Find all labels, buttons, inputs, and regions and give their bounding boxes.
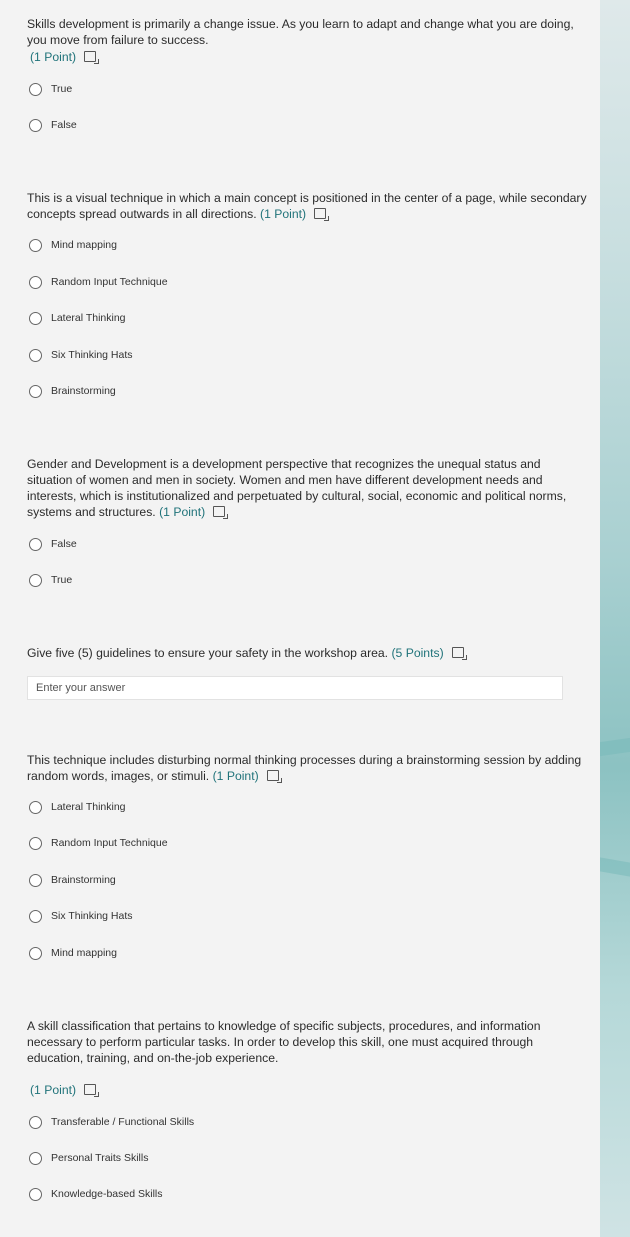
option[interactable] bbox=[29, 311, 126, 325]
question-number bbox=[5, 752, 27, 768]
option-label: Knowledge-based Skills bbox=[51, 1188, 163, 1200]
option[interactable] bbox=[29, 909, 133, 923]
option-label: True bbox=[51, 574, 73, 586]
option[interactable] bbox=[29, 275, 168, 289]
option-label: Lateral Thinking bbox=[51, 801, 126, 813]
side-background bbox=[600, 0, 630, 1237]
radio-button[interactable] bbox=[29, 119, 42, 132]
radio-button[interactable] bbox=[29, 574, 42, 587]
question-number bbox=[5, 645, 27, 661]
speaker-icon[interactable] bbox=[84, 51, 96, 62]
option[interactable] bbox=[29, 384, 116, 398]
radio-button[interactable] bbox=[29, 349, 42, 362]
option-label: Brainstorming bbox=[51, 874, 116, 886]
question-title bbox=[5, 645, 587, 661]
option[interactable] bbox=[29, 238, 117, 252]
points-line bbox=[30, 1083, 96, 1097]
option-label: True bbox=[51, 83, 73, 95]
question-title bbox=[5, 752, 587, 784]
option[interactable] bbox=[29, 348, 133, 362]
radio-button[interactable] bbox=[29, 276, 42, 289]
question-title bbox=[5, 1018, 587, 1066]
option[interactable] bbox=[29, 1115, 194, 1129]
option[interactable] bbox=[29, 873, 116, 887]
option[interactable] bbox=[29, 800, 126, 814]
option-label: Six Thinking Hats bbox=[51, 349, 133, 361]
question-title bbox=[5, 456, 587, 520]
question-number bbox=[5, 16, 27, 32]
radio-button[interactable] bbox=[29, 874, 42, 887]
decorative-band bbox=[600, 857, 630, 876]
answer-field[interactable] bbox=[27, 676, 563, 700]
question-text: This is a visual technique in which a main concept is positioned in the center of a page, while secondary concepts spread outwards in all directions. bbox=[27, 191, 587, 221]
option-label: Random Input Technique bbox=[51, 276, 168, 288]
radio-button[interactable] bbox=[29, 837, 42, 850]
option[interactable] bbox=[29, 118, 77, 132]
speaker-icon[interactable] bbox=[267, 770, 279, 781]
question-text: A skill classification that pertains to knowledge of specific subjects, procedures, and information necessary to perform particular tasks. In order to develop this skill, one must acquired through education, training, and on-the-job experience. bbox=[27, 1019, 541, 1065]
option-label: Mind mapping bbox=[51, 239, 117, 251]
radio-button[interactable] bbox=[29, 910, 42, 923]
radio-button[interactable] bbox=[29, 1116, 42, 1129]
question-text: Give five (5) guidelines to ensure your safety in the workshop area. bbox=[27, 646, 389, 660]
radio-button[interactable] bbox=[29, 239, 42, 252]
speaker-icon[interactable] bbox=[314, 208, 326, 219]
question-number bbox=[5, 1018, 27, 1034]
question-number bbox=[5, 456, 27, 472]
question-points: (1 Point) bbox=[159, 505, 206, 519]
option-label: Brainstorming bbox=[51, 385, 116, 397]
decorative-band bbox=[600, 738, 630, 756]
question-title bbox=[5, 16, 587, 48]
option[interactable] bbox=[29, 82, 72, 96]
speaker-icon[interactable] bbox=[452, 647, 464, 658]
radio-button[interactable] bbox=[29, 385, 42, 398]
option[interactable] bbox=[29, 946, 117, 960]
option[interactable] bbox=[29, 573, 72, 587]
option-label: Transferable / Functional Skills bbox=[51, 1116, 195, 1128]
radio-button[interactable] bbox=[29, 801, 42, 814]
question-points: (1 Point) bbox=[30, 1083, 77, 1097]
question-text: Gender and Development is a development perspective that recognizes the unequal status and situation of women and men in society. Women and men have different development needs and interests, which is institutionalized and perpetuated by cultural, social, economic and political norms, systems and structures. bbox=[27, 457, 567, 519]
answer-input[interactable] bbox=[28, 677, 562, 699]
option-label: Personal Traits Skills bbox=[51, 1152, 149, 1164]
option[interactable] bbox=[29, 1187, 162, 1201]
option-label: Mind mapping bbox=[51, 947, 117, 959]
option[interactable] bbox=[29, 836, 168, 850]
radio-button[interactable] bbox=[29, 83, 42, 96]
question-text: This technique includes disturbing normal thinking processes during a brainstorming session by adding random words, images, or stimuli. bbox=[27, 753, 582, 783]
radio-button[interactable] bbox=[29, 312, 42, 325]
speaker-icon[interactable] bbox=[213, 506, 225, 517]
question-points: (1 Point) bbox=[260, 207, 307, 221]
option-label: Six Thinking Hats bbox=[51, 910, 133, 922]
question-points: (1 Point) bbox=[212, 769, 259, 783]
radio-button[interactable] bbox=[29, 1152, 42, 1165]
option[interactable] bbox=[29, 537, 77, 551]
points-line bbox=[30, 50, 96, 64]
question-text: Skills development is primarily a change issue. As you learn to adapt and change what you are doing, you move from failure to success. bbox=[27, 17, 574, 47]
question-points: (5 Points) bbox=[391, 646, 444, 660]
option-label: Random Input Technique bbox=[51, 837, 168, 849]
radio-button[interactable] bbox=[29, 538, 42, 551]
radio-button[interactable] bbox=[29, 1188, 42, 1201]
option[interactable] bbox=[29, 1151, 148, 1165]
radio-button[interactable] bbox=[29, 947, 42, 960]
option-label: False bbox=[51, 119, 77, 131]
option-label: Lateral Thinking bbox=[51, 312, 126, 324]
question-points: (1 Point) bbox=[30, 50, 77, 64]
question-title bbox=[5, 190, 587, 222]
option-label: False bbox=[51, 538, 77, 550]
speaker-icon[interactable] bbox=[84, 1084, 96, 1095]
question-number bbox=[5, 190, 27, 206]
